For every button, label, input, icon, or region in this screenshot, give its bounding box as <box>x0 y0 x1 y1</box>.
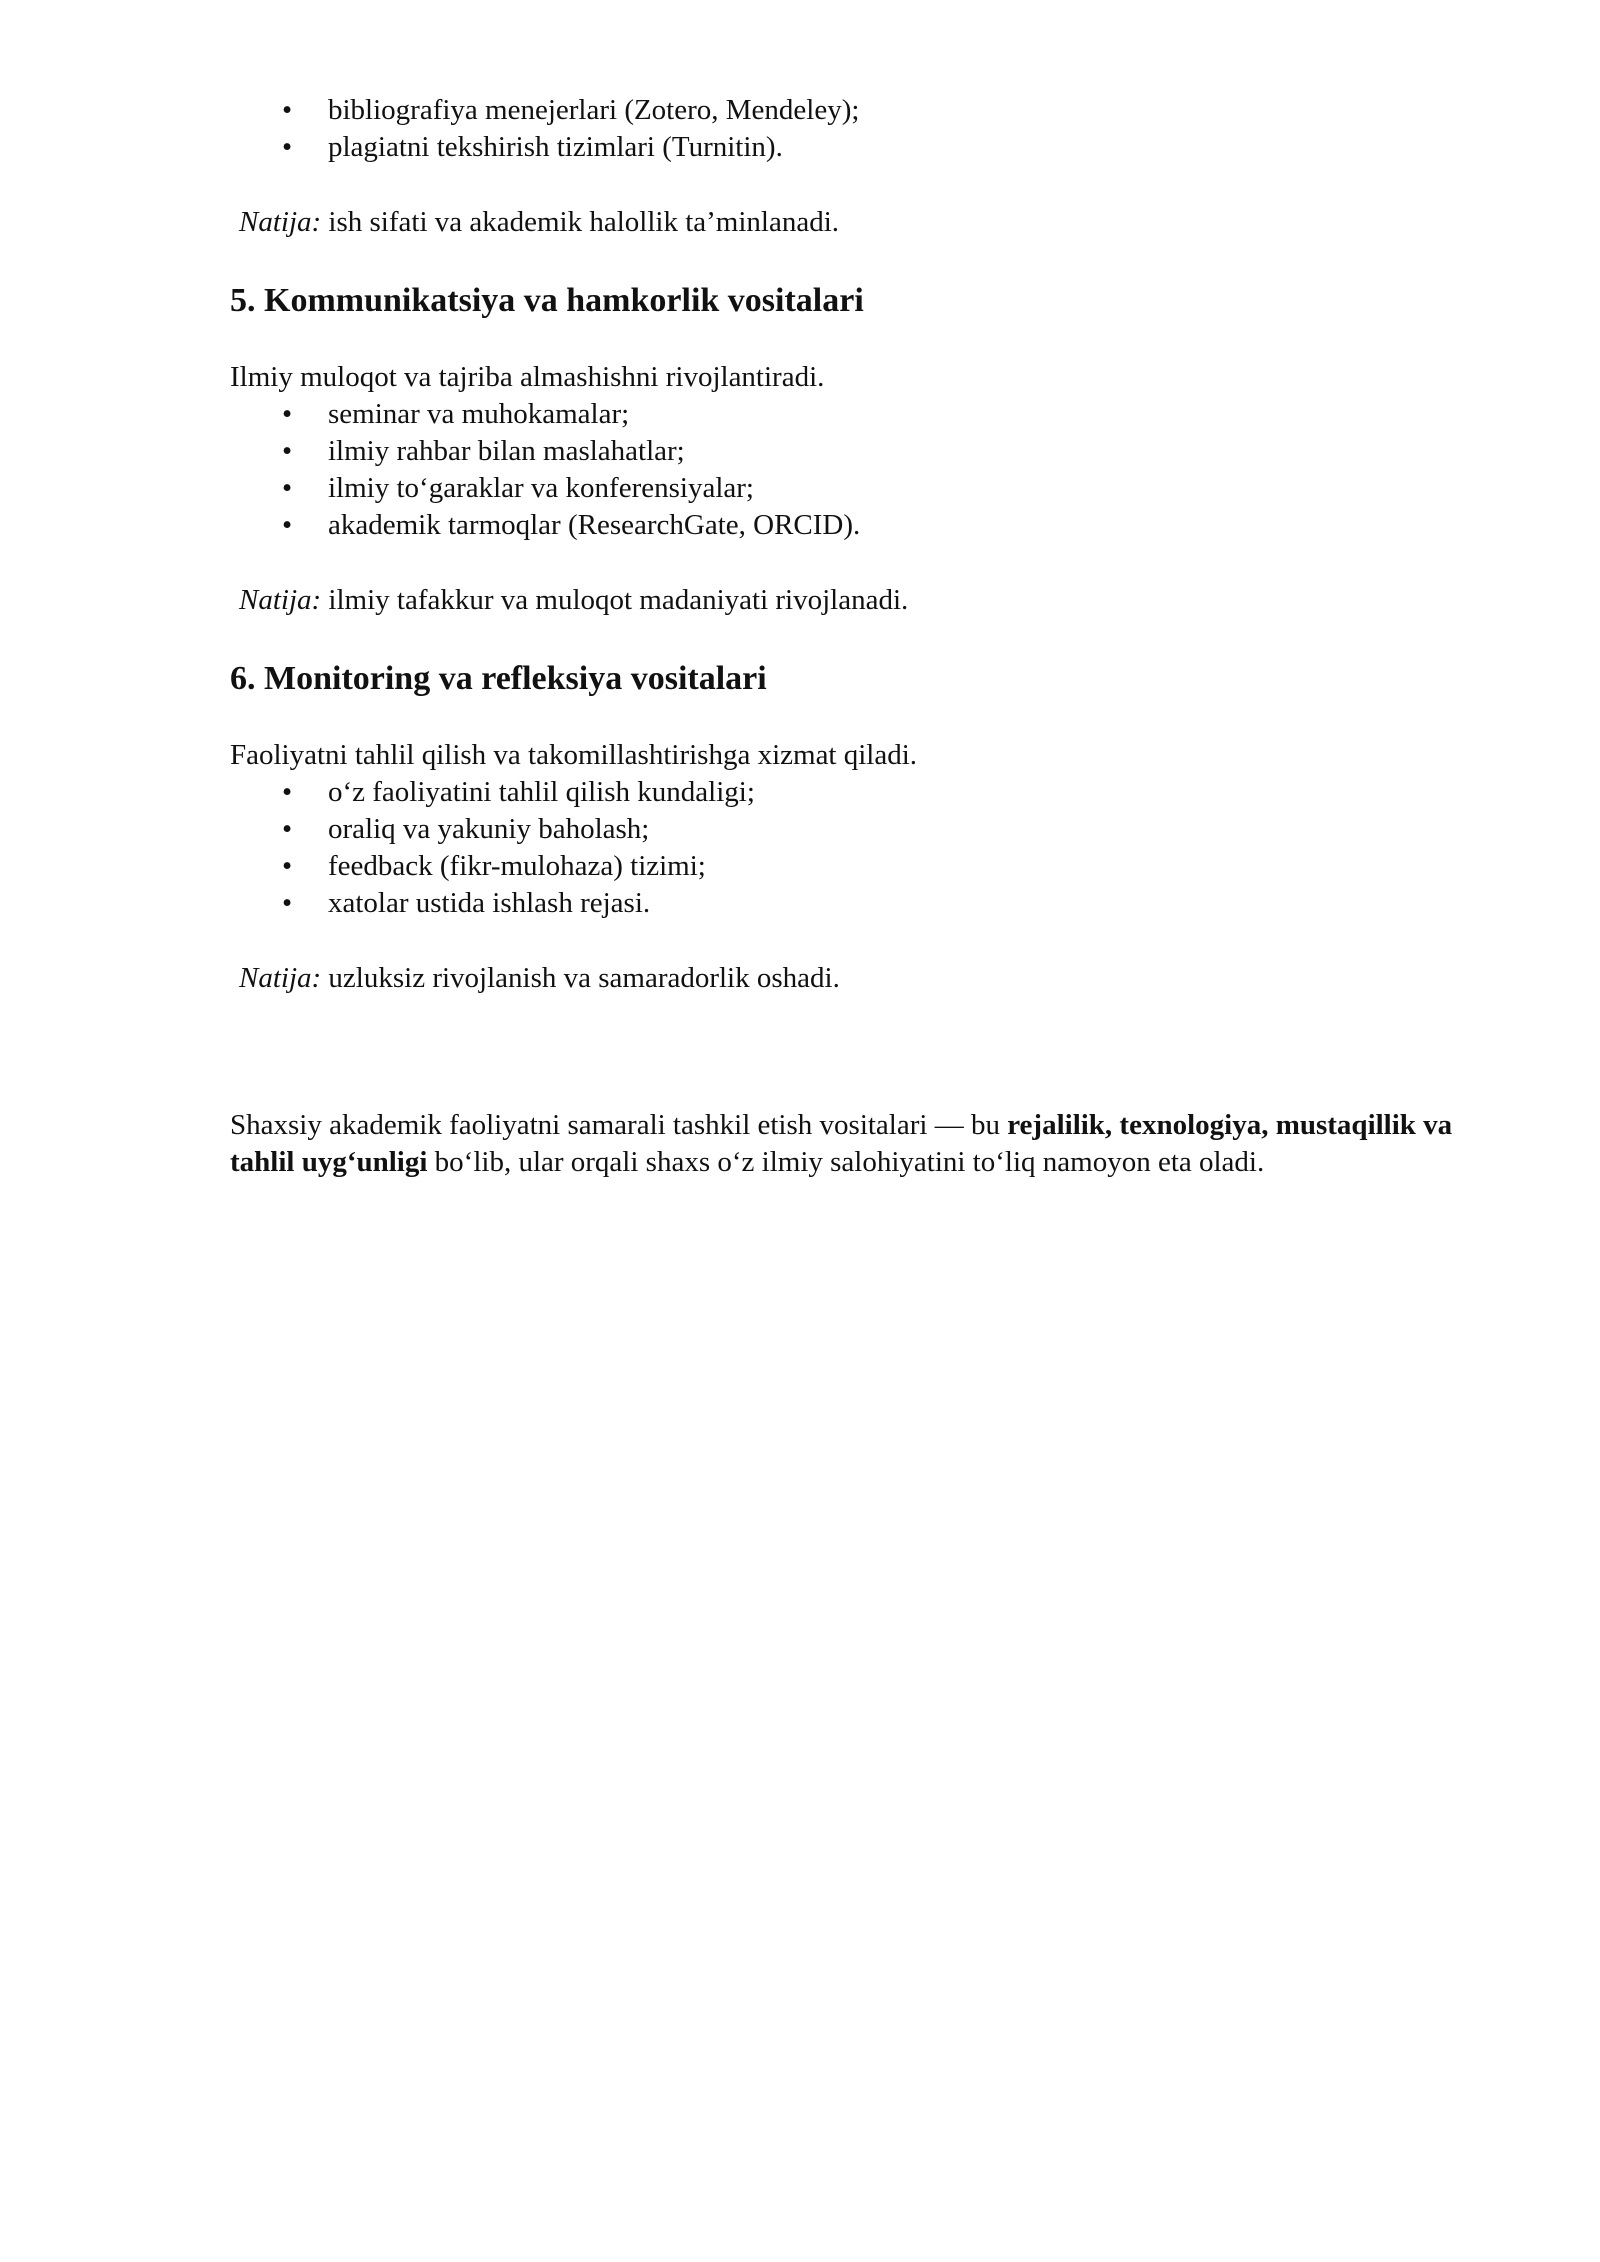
section5-result <box>239 582 1480 619</box>
conclusion-bold: rejalilik, texnologiya, mustaqillik va tahlil uyg‘unligi <box>230 1109 1453 1178</box>
list-item <box>230 129 1480 166</box>
list-item <box>230 811 1480 848</box>
result-label: Natija: <box>239 962 322 994</box>
section6-result <box>239 960 1480 997</box>
bullet-icon: • <box>282 131 293 163</box>
list-item-text: oraliq va yakuniy baholash; <box>328 813 650 845</box>
result-label: Natija: <box>239 206 322 238</box>
list-item <box>230 885 1480 922</box>
list-item <box>230 774 1480 811</box>
bullet-icon: • <box>282 887 293 919</box>
section6-intro: Faoliyatni tahlil qilish va takomillashtirishga xizmat qiladi. <box>230 739 918 771</box>
bullet-icon: • <box>282 435 293 467</box>
result-label: Natija: <box>239 584 322 616</box>
list-item-text: bibliografiya menejerlari (Zotero, Mendeley); <box>328 94 860 126</box>
list-item <box>230 396 1480 433</box>
bullet-icon: • <box>282 850 293 882</box>
list-item-text: plagiatni tekshirish tizimlari (Turnitin). <box>328 131 783 163</box>
list-item <box>230 433 1480 470</box>
list-item-text: feedback (fikr-mulohaza) tizimi; <box>328 850 706 882</box>
section5-bullet-list <box>230 396 1480 544</box>
conclusion-paragraph <box>230 1107 1480 1181</box>
bullet-icon: • <box>282 776 293 808</box>
list-item <box>230 92 1480 129</box>
list-item <box>230 470 1480 507</box>
bullet-icon: • <box>282 472 293 504</box>
section4-result <box>239 204 1480 241</box>
conclusion-text-after: bo‘lib, ular orqali shaxs o‘z ilmiy salohiyatini to‘liq namoyon eta oladi. <box>427 1146 1265 1178</box>
list-item-text: ilmiy to‘garaklar va konferensiyalar; <box>328 472 754 504</box>
bullet-icon: • <box>282 813 293 845</box>
section5-title: 5. Kommunikatsiya va hamkorlik vositalari <box>230 282 864 319</box>
result-text: ish sifati va akademik halollik ta’minlanadi. <box>321 206 840 238</box>
section6-title: 6. Monitoring va refleksiya vositalari <box>230 660 767 697</box>
section6-bullet-list <box>230 774 1480 922</box>
result-text: ilmiy tafakkur va muloqot madaniyati rivojlanadi. <box>321 584 909 616</box>
document-content <box>230 92 1480 1181</box>
bullet-icon: • <box>282 398 293 430</box>
list-item <box>230 848 1480 885</box>
list-item-text: o‘z faoliyatini tahlil qilish kundaligi; <box>328 776 755 808</box>
list-item <box>230 507 1480 544</box>
list-item-text: akademik tarmoqlar (ResearchGate, ORCID). <box>328 509 861 541</box>
list-item-text: ilmiy rahbar bilan maslahatlar; <box>328 435 685 467</box>
result-text: uzluksiz rivojlanish va samaradorlik oshadi. <box>321 962 840 994</box>
list-item-text: xatolar ustida ishlash rejasi. <box>328 887 651 919</box>
section4-bullet-list <box>230 92 1480 166</box>
list-item-text: seminar va muhokamalar; <box>328 398 630 430</box>
bullet-icon: • <box>282 94 293 126</box>
bullet-icon: • <box>282 509 293 541</box>
section5-intro: Ilmiy muloqot va tajriba almashishni rivojlantiradi. <box>230 361 825 393</box>
conclusion-text-before: Shaxsiy akademik faoliyatni samarali tashkil etish vositalari — bu <box>230 1109 1008 1141</box>
